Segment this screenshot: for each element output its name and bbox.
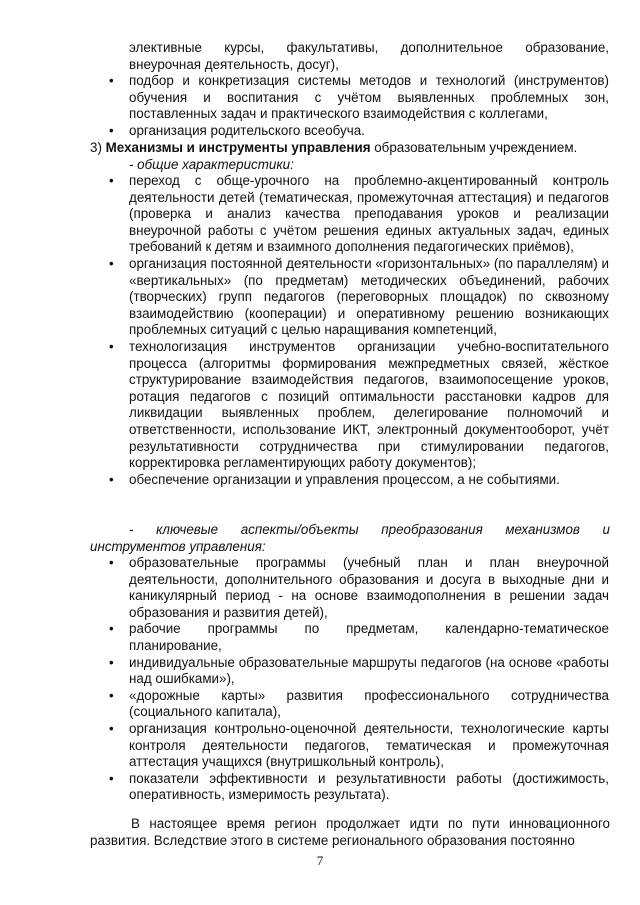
bullet-dot-icon: • <box>109 338 114 354</box>
bullet-dot-icon: • <box>109 255 114 271</box>
section-3-heading <box>90 140 610 157</box>
bullet-list-c <box>107 555 609 804</box>
bullet-dot-icon: • <box>109 687 114 703</box>
bullet-dot-icon: • <box>109 73 114 88</box>
list-item: • «дорожные карты» развития профессионального сотрудничества (социального капитала), <box>109 687 609 720</box>
general-characteristics-label: - общие характеристики: <box>129 157 294 172</box>
bullet-dot-icon: • <box>109 720 114 736</box>
bullet-dot-icon: • <box>109 654 114 670</box>
list-item: • обеспечение организации и управления процессом, а не событиями. <box>109 471 560 487</box>
section-number: 3) <box>90 140 102 155</box>
closing-paragraph: В настоящее время регион продолжает идти по пути инновационного развития. Вследствие этого в системе регионального образования постоянно <box>90 816 610 848</box>
list-item: • организация родительского всеобуча. <box>109 122 365 138</box>
bullet-dot-icon: • <box>109 621 114 637</box>
bullet-dot-icon: • <box>109 173 114 188</box>
list-item: • организация постоянной деятельности «горизонтальных» (по параллелям) и «вертикальных» (по предметам) методических объединений, рабочих (творческих) групп педагогов (переговорных площадок) по сквозному взаимодействию (кооперации) и оперативному решению возникающих проблемных ситуаций с целью наращивания компетенций, <box>109 255 609 338</box>
bullet-list-a <box>107 73 609 139</box>
key-aspects-label: - ключевые аспекты/объекты преобразования механизмов и инструментов управления: <box>90 522 610 554</box>
list-item: • подбор и конкретизация системы методов и технологий (инструментов) обучения и воспитания с учётом выявленных проблемных зон, поставленных задач и практического взаимодействия с коллегами, <box>109 73 609 122</box>
bullet-dot-icon: • <box>109 122 114 138</box>
bullet-dot-icon: • <box>109 471 114 487</box>
list-item: • показатели эффективности и результативности работы (достижимость, оперативность, измеримость результата). <box>109 770 609 803</box>
list-item: • организация контрольно-оценочной деятельности, технологические карты контроля деятельности педагогов, тематическая и промежуточная аттестация учащихся (внутришкольный контроль), <box>109 720 609 770</box>
list-item: • переход с обще-урочного на проблемно-акцентированный контроль деятельности детей (тематическая, промежуточная аттестация) и педагогов (проверка и анализ качества преподавания уроков и реализации внеурочной работы с учётом решения единых актуальных задач, единых требований к детям и взаимного дополнения педагогических приёмов), <box>109 173 609 255</box>
list-item: • образовательные программы (учебный план и план внеурочной деятельности, дополнительного образования и досуга в выходные дни и каникулярный период - на основе взаимодополнения в решении задач образования и развития детей), <box>109 555 609 620</box>
bullet-dot-icon: • <box>109 770 114 786</box>
section-bold-title: Механизмы и инструменты управления <box>105 140 371 155</box>
bullet-list-b <box>107 173 609 488</box>
list-item: • индивидуальные образовательные маршруты педагогов (на основе «работы над ошибками»), <box>109 654 609 687</box>
section-title-rest: образовательным учреждением. <box>370 140 578 155</box>
page-number: 7 <box>316 853 324 868</box>
top-continuation-text: элективные курсы, факультативы, дополнительное образование, внеурочная деятельность, досуг), <box>129 40 609 72</box>
bullet-dot-icon: • <box>109 555 114 570</box>
list-item: • технологизация инструментов организации учебно-воспитательного процесса (алгоритмы формирования межпредметных связей, жёсткое структурирование взаимодействия педагогов, взаимопосещение уроков, ротация педагогов с позиций оптимальности расстановки кадров для ликвидации выявленных проблем, делегирование полномочий и ответственности, использование ИКТ, электронный документооборот, учёт результативности сотрудничества при стимулировании педагогов, корректировка регламентирующих работу документов); <box>109 338 609 471</box>
list-item: • рабочие программы по предметам, календарно-тематическое планирование, <box>109 621 609 653</box>
